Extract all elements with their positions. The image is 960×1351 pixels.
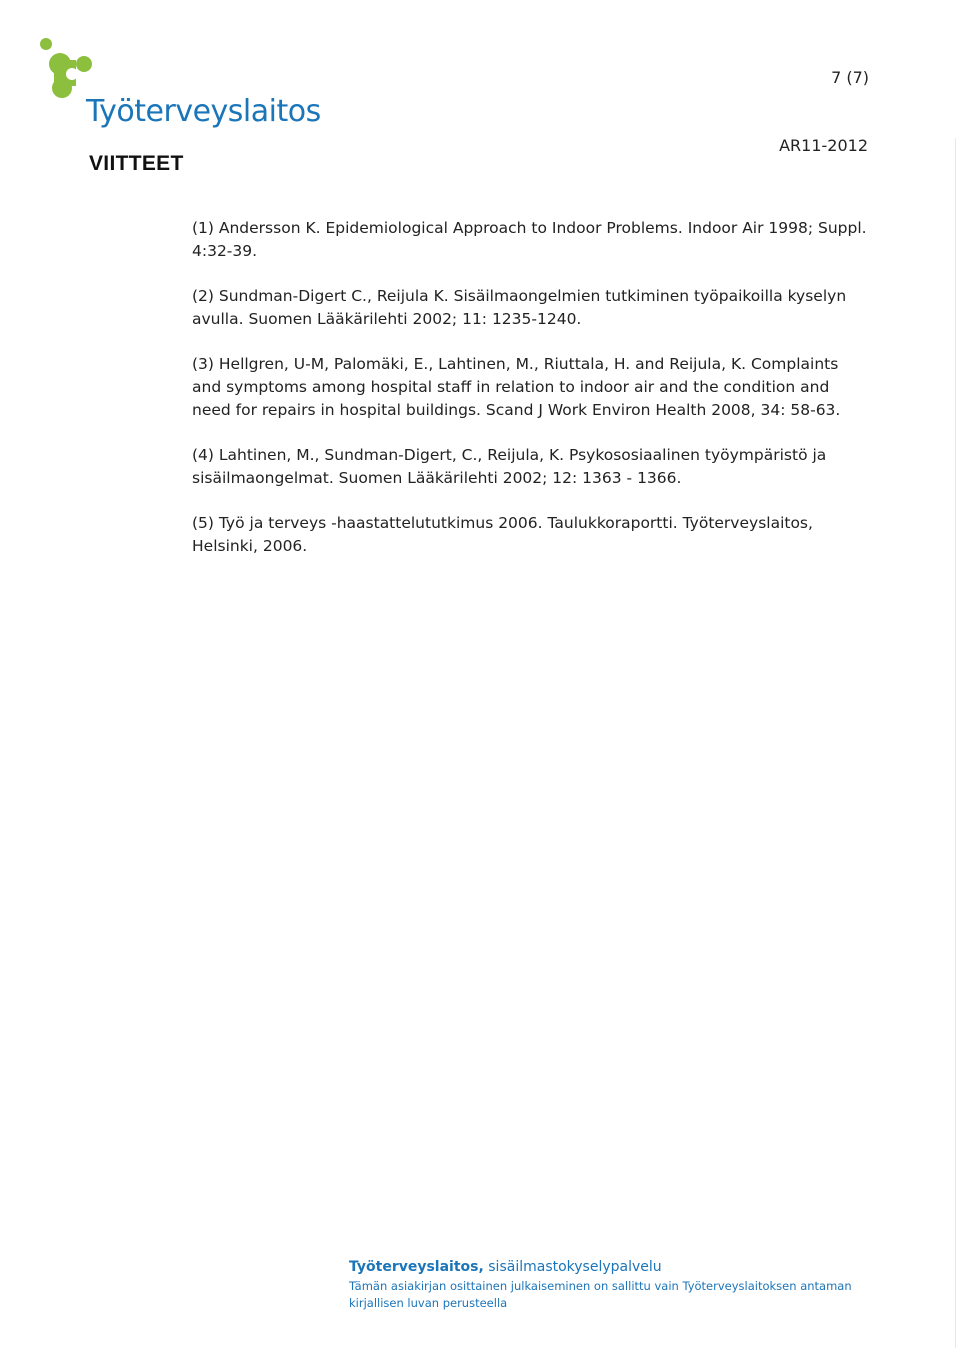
section-title: VIITTEET xyxy=(89,152,184,175)
footer-title xyxy=(349,1257,909,1277)
footer-org-name: Työterveyslaitos, xyxy=(349,1259,484,1275)
footer-service: sisäilmastokyselypalvelu xyxy=(483,1259,662,1275)
reference-list xyxy=(192,217,872,580)
reference-item: (3) Hellgren, U-M, Palomäki, E., Lahtinen, M., Riuttala, H. and Reijula, K. Complaints and symptoms among hospital staff in relation to indoor air and the condition and need for repairs in hospital buildings. Scand J Work Environ Health 2008, 34: 58-63. xyxy=(192,355,841,419)
footer-notice: Tämän asiakirjan osittainen julkaiseminen on sallittu vain Työterveyslaitoksen antaman kirjallisen luvan perusteella xyxy=(349,1279,852,1310)
logo-wordmark: Työterveyslaitos xyxy=(86,94,321,129)
organization-logo xyxy=(34,34,321,134)
page-number: 7 (7) xyxy=(831,68,869,87)
document-code: AR11-2012 xyxy=(779,136,868,155)
margin-line xyxy=(955,138,956,1348)
page-footer xyxy=(349,1257,909,1312)
reference-item: (4) Lahtinen, M., Sundman-Digert, C., Reijula, K. Psykososiaalinen työympäristö ja sisäilmaongelmat. Suomen Lääkärilehti 2002; 12: 1363 - 1366. xyxy=(192,446,827,487)
reference-item: (5) Työ ja terveys -haastattelututkimus 2006. Taulukkoraportti. Työterveyslaitos, Helsinki, 2006. xyxy=(192,514,813,555)
reference-item: (1) Andersson K. Epidemiological Approach to Indoor Problems. Indoor Air 1998; Suppl. 4:32-39. xyxy=(192,219,867,260)
reference-item: (2) Sundman-Digert C., Reijula K. Sisäilmaongelmien tutkiminen työpaikoilla kyselyn avulla. Suomen Lääkärilehti 2002; 11: 1235-1240. xyxy=(192,287,847,328)
